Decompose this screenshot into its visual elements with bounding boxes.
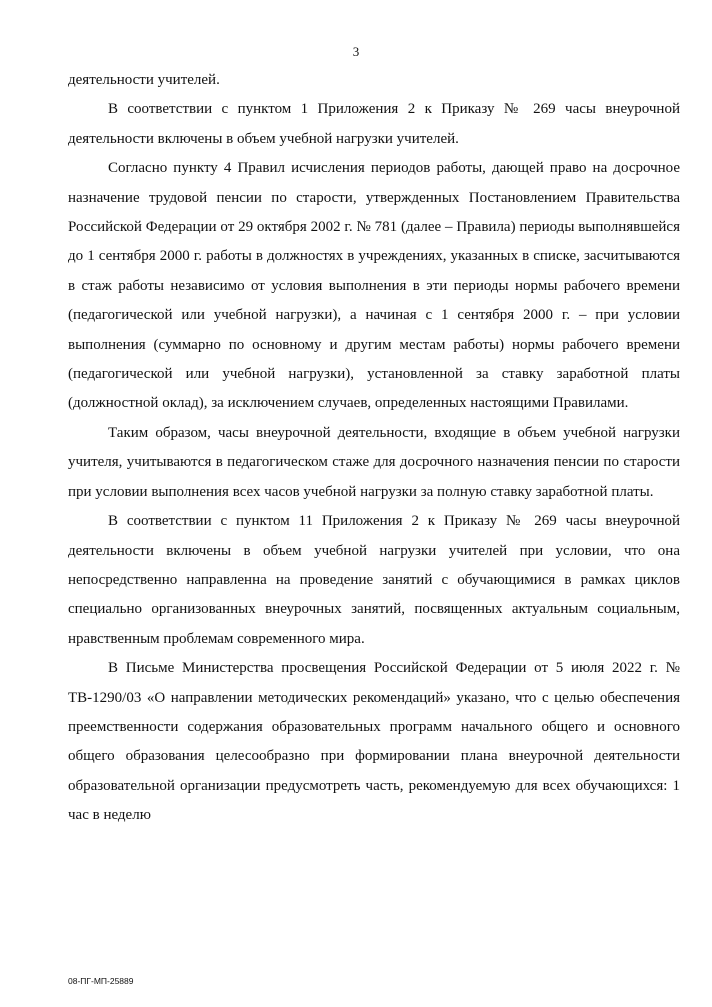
paragraph: В соответствии с пунктом 1 Приложения 2 к Приказу № 269 часы внеурочной деятельности включены в объем учебной нагрузки учителей. bbox=[68, 101, 680, 147]
paragraph: Согласно пункту 4 Правил исчисления периодов работы, дающей право на досрочное назначение трудовой пенсии по старости, утвержденных Постановлением Правительства Российской Федерации от 29 октября 2002 г. № 781 (далее – Правила) периоды выполнявшейся до 1 сентября 2000 г. работы в должностях в учреждениях, указанных в списке, засчитываются в стаж работы независимо от условия выполнения в эти периоды нормы рабочего времени (педагогической или учебной нагрузки), а начиная с 1 сентября 2000 г. – при условии выполнения (суммарно по основному и другим местам работы) нормы рабочего времени (педагогической или учебной нагрузки), установленной за ставку заработной платы (должностной оклад), за исключением случаев, определенных настоящими Правилами. bbox=[68, 160, 680, 412]
paragraph-continuation: деятельности учителей. bbox=[68, 72, 220, 88]
document-code: 08-ПГ-МП-25889 bbox=[68, 976, 134, 986]
document-body bbox=[68, 66, 680, 831]
paragraph: В соответствии с пунктом 11 Приложения 2 к Приказу № 269 часы внеурочной деятельности включены в объем учебной нагрузки учителей при условии, что она непосредственно направленна на проведение занятий с обучающимися в рамках циклов специально организованных внеурочных занятий, посвященных актуальным социальным, нравственным проблемам современного мира. bbox=[68, 513, 680, 647]
paragraph: Таким образом, часы внеурочной деятельности, входящие в объем учебной нагрузки учителя, учитываются в педагогическом стаже для досрочного назначения пенсии по старости при условии выполнения всех часов учебной нагрузки за полную ставку заработной платы. bbox=[68, 424, 680, 500]
paragraph: В Письме Министерства просвещения Российской Федерации от 5 июля 2022 г. № ТВ-1290/03 «О направлении методических рекомендаций» указано, что с целью обеспечения преемственности содержания образовательных программ начального общего и основного общего образования целесообразно при формировании плана внеурочной деятельности образовательной организации предусмотреть часть, рекомендуемую для всех обучающихся: 1 час в неделю bbox=[68, 660, 680, 824]
page-number: 3 bbox=[352, 44, 360, 59]
